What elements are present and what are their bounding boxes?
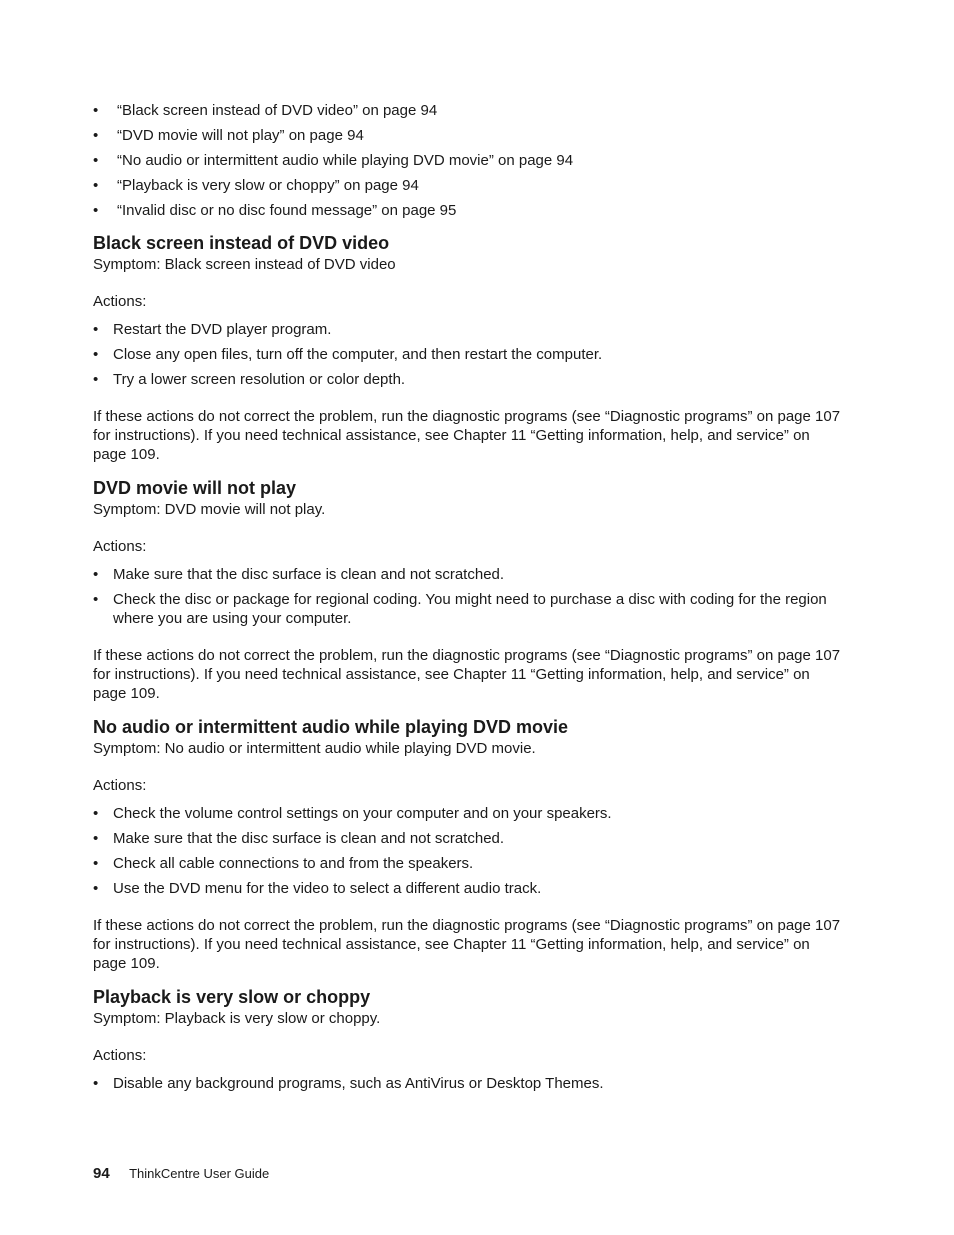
- action-list: [93, 320, 845, 389]
- action-item: • Close any open files, turn off the computer, and then restart the computer.: [93, 345, 845, 364]
- actions-label: Actions:: [93, 293, 147, 310]
- actions-label: Actions:: [93, 538, 147, 555]
- actions-label: Actions:: [93, 1047, 147, 1064]
- section-heading: Black screen instead of DVD video: [93, 233, 390, 253]
- topic-link-list: [93, 101, 845, 220]
- document-title: ThinkCentre User Guide: [129, 1166, 270, 1181]
- section-playback-slow: [93, 986, 845, 1093]
- action-list: [93, 565, 845, 628]
- troubleshooting-note: If these actions do not correct the problem, run the diagnostic programs (see “Diagnostic programs” on page 107 for instructions). If you need technical assistance, see Chapter 11 “Getting information, help, and service” on page 109.: [93, 647, 841, 702]
- action-item: • Try a lower screen resolution or color depth.: [93, 370, 845, 389]
- section-dvd-will-not-play: [93, 477, 845, 703]
- section-heading: Playback is very slow or choppy: [93, 987, 371, 1007]
- troubleshooting-note: If these actions do not correct the problem, run the diagnostic programs (see “Diagnostic programs” on page 107 for instructions). If you need technical assistance, see Chapter 11 “Getting information, help, and service” on page 109.: [93, 408, 841, 463]
- topic-link-no-audio[interactable]: • “No audio or intermittent audio while playing DVD movie” on page 94: [93, 151, 845, 170]
- section-black-screen: [93, 232, 845, 464]
- action-item: • Check all cable connections to and from the speakers.: [93, 854, 845, 873]
- troubleshooting-note: If these actions do not correct the problem, run the diagnostic programs (see “Diagnostic programs” on page 107 for instructions). If you need technical assistance, see Chapter 11 “Getting information, help, and service” on page 109.: [93, 917, 841, 972]
- action-list: [93, 1074, 845, 1093]
- page-content: [93, 101, 845, 1099]
- topic-link-invalid-disc[interactable]: • “Invalid disc or no disc found message” on page 95: [93, 201, 845, 220]
- section-heading: No audio or intermittent audio while playing DVD movie: [93, 717, 569, 737]
- action-item: • Check the volume control settings on your computer and on your speakers.: [93, 804, 845, 823]
- action-item: • Make sure that the disc surface is clean and not scratched.: [93, 829, 845, 848]
- topic-link-playback-slow[interactable]: • “Playback is very slow or choppy” on page 94: [93, 176, 845, 195]
- symptom-text: Symptom: Black screen instead of DVD video: [93, 256, 396, 273]
- symptom-text: Symptom: DVD movie will not play.: [93, 501, 326, 518]
- topic-link-dvd-will-not-play[interactable]: • “DVD movie will not play” on page 94: [93, 126, 845, 145]
- section-heading: DVD movie will not play: [93, 478, 297, 498]
- action-item: • Check the disc or package for regional coding. You might need to purchase a disc with coding for the region where you are using your computer.: [93, 590, 845, 628]
- symptom-text: Symptom: No audio or intermittent audio while playing DVD movie.: [93, 740, 536, 757]
- page-number: 94: [93, 1165, 110, 1182]
- action-item: • Restart the DVD player program.: [93, 320, 845, 339]
- action-item: • Make sure that the disc surface is clean and not scratched.: [93, 565, 845, 584]
- page-footer: [93, 1165, 269, 1183]
- topic-link-black-screen[interactable]: • “Black screen instead of DVD video” on page 94: [93, 101, 845, 120]
- actions-label: Actions:: [93, 777, 147, 794]
- action-item: • Use the DVD menu for the video to select a different audio track.: [93, 879, 845, 898]
- action-item: • Disable any background programs, such as AntiVirus or Desktop Themes.: [93, 1074, 845, 1093]
- section-no-audio: [93, 716, 845, 973]
- action-list: [93, 804, 845, 898]
- symptom-text: Symptom: Playback is very slow or choppy.: [93, 1010, 381, 1027]
